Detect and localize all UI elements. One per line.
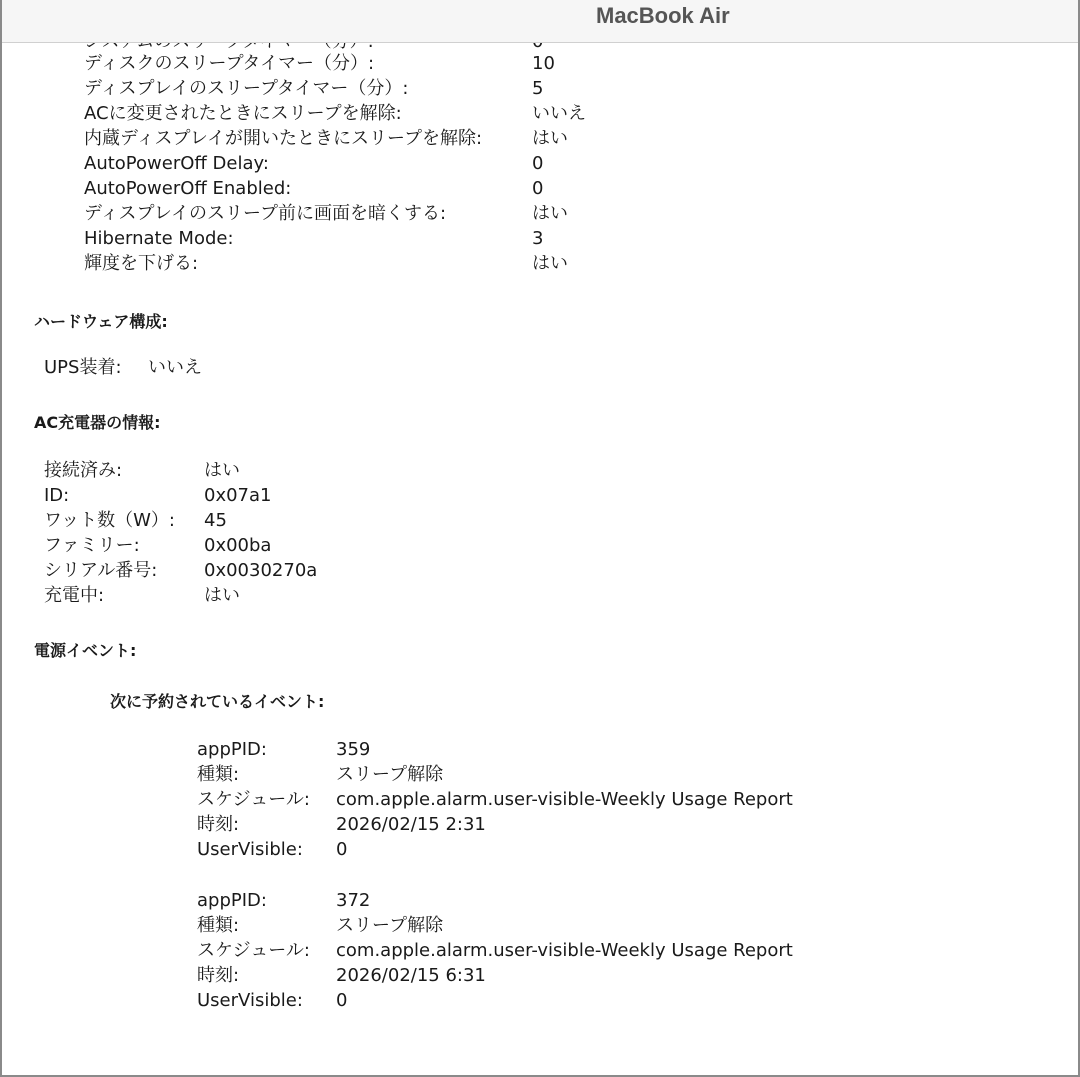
ac-charger-value: はい [204,585,240,606]
event-value: 359 [336,739,371,760]
ac-charger-label: ID: [44,485,70,506]
ac-charger-label: ワット数（W）: [44,510,175,531]
ac-charger-label: 充電中: [44,585,105,606]
ac-charger-value: 0x07a1 [204,485,272,506]
event-label: UserVisible: [197,839,303,860]
sleep-setting-label: AutoPowerOff Delay: [84,153,269,174]
event-value: 2026/02/15 2:31 [336,814,486,835]
event-label: スケジュール: [197,789,310,810]
sleep-setting-value: いいえ [532,103,586,124]
scheduled-events-subheading: 次に予約されているイベント: [110,692,325,711]
event-value: 0 [336,990,348,1011]
sleep-setting-value: はい [532,253,568,274]
sleep-setting-value: はい [532,128,568,149]
ac-charger-value: はい [204,460,240,481]
ac-charger-value: 0x0030270a [204,560,318,581]
event-label: 時刻: [197,814,240,835]
ups-label: UPS装着: [44,357,122,378]
event-label: 種類: [197,915,240,936]
sleep-setting-value: はい [532,203,568,224]
sleep-setting-value: 0 [532,153,544,174]
sleep-setting-value: 3 [532,228,544,249]
sleep-setting-label: ディスプレイのスリープ前に画面を暗くする: [84,203,447,224]
ac-charger-value: 45 [204,510,227,531]
report-content[interactable] [2,0,1078,1075]
window-titlebar[interactable] [2,0,1078,43]
ac-charger-heading: AC充電器の情報: [34,413,161,432]
event-label: スケジュール: [197,940,310,961]
power-events-heading: 電源イベント: [34,641,137,660]
sleep-setting-value: 5 [532,78,544,99]
hardware-heading: ハードウェア構成: [34,312,168,331]
sleep-setting-label: ディスプレイのスリープタイマー（分）: [84,78,409,99]
event-value: スリープ解除 [336,915,444,936]
sleep-setting-label: AutoPowerOff Enabled: [84,178,292,199]
sleep-setting-label: ACに変更されたときにスリープを解除: [84,103,402,124]
ac-charger-label: ファミリー: [44,535,140,556]
ac-charger-label: 接続済み: [44,460,123,481]
sleep-setting-label: 内蔵ディスプレイが開いたときにスリープを解除: [84,128,483,149]
event-label: 時刻: [197,965,240,986]
window-title: MacBook Air [596,3,730,28]
event-label: UserVisible: [197,990,303,1011]
event-label: 種類: [197,764,240,785]
event-value: 2026/02/15 6:31 [336,965,486,986]
ac-charger-label: シリアル番号: [44,560,158,581]
event-value: 0 [336,839,348,860]
sleep-setting-label: ディスクのスリープタイマー（分）: [84,53,375,74]
sleep-setting-label: Hibernate Mode: [84,228,234,249]
event-label: appPID: [197,890,267,911]
sleep-setting-value: 10 [532,53,555,74]
event-value: スリープ解除 [336,764,444,785]
sleep-setting-value: 0 [532,178,544,199]
ups-value: いいえ [148,357,202,378]
event-value: com.apple.alarm.user-visible-Weekly Usage Report [336,940,793,961]
event-value: 372 [336,890,371,911]
event-value: com.apple.alarm.user-visible-Weekly Usage Report [336,789,793,810]
ac-charger-value: 0x00ba [204,535,272,556]
sleep-setting-label: 輝度を下げる: [84,253,199,274]
event-label: appPID: [197,739,267,760]
